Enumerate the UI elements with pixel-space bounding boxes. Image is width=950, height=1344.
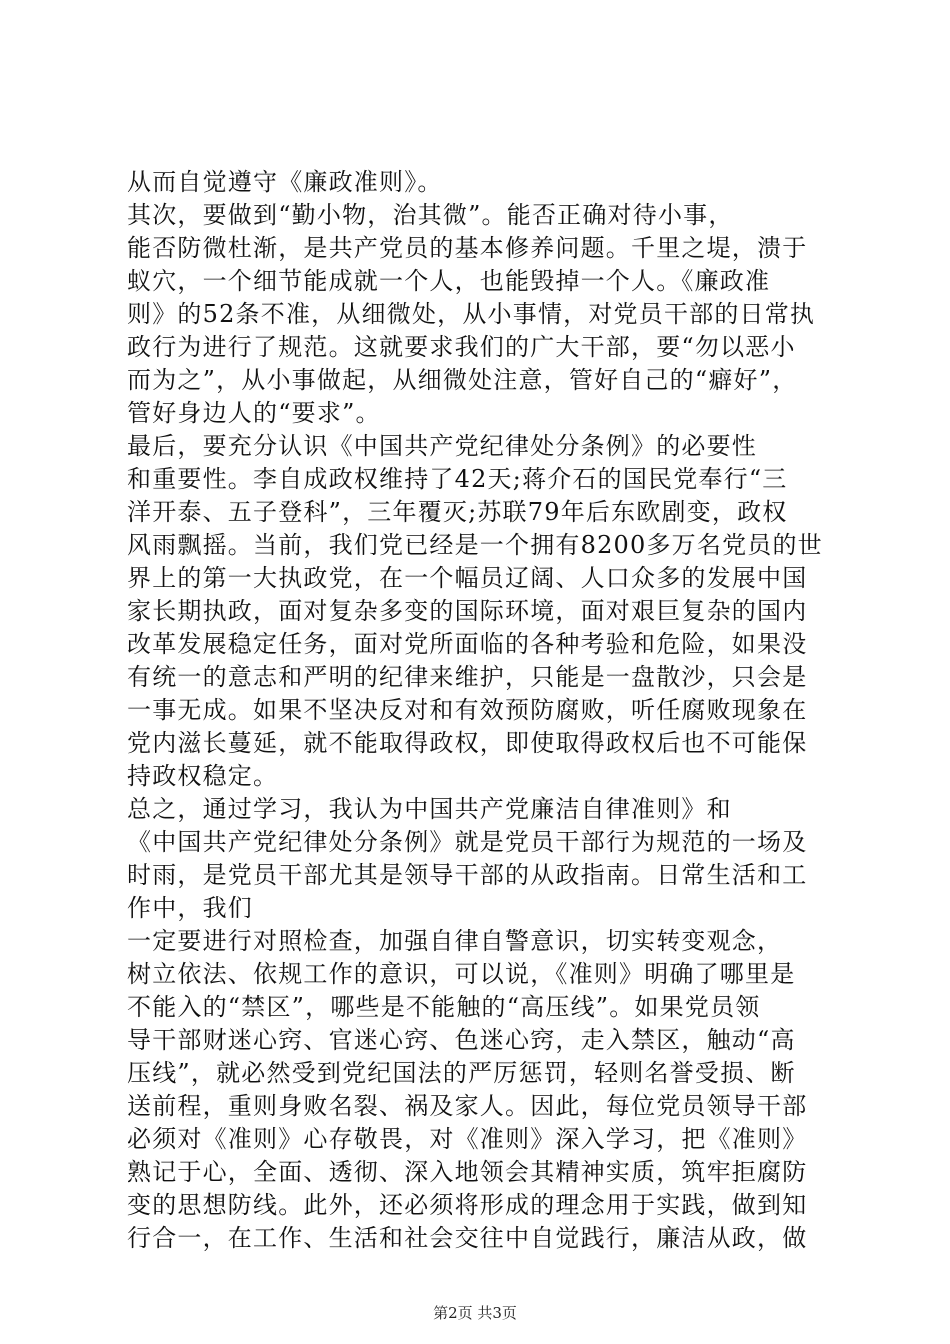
text-line: 则》的52条不准，从细微处，从小事情，对党员干部的日常执 [127,300,816,328]
text-line: 压线”，就必然受到党纪国法的严厉惩罚，轻则名誉受损、断 [127,1059,796,1087]
text-line: 最后，要充分认识《中国共产党纪律处分条例》的必要性 [127,432,757,460]
text-line: 一定要进行对照检查，加强自律自警意识，切实转变观念， [127,927,783,955]
text-line: 蚁穴，一个细节能成就一个人，也能毁掉一个人。《廉政准 [127,267,771,295]
text-line: 变的思想防线。此外，还必须将形成的理念用于实践，做到知 [127,1191,808,1219]
text-line: 其次，要做到“勤小物，治其微”。能否正确对待小事， [127,201,734,229]
text-line: 《中国共产党纪律处分条例》就是党员干部行为规范的一场及 [127,828,808,856]
text-line: 熟记于心，全面、透彻、深入地领会其精神实质，筑牢拒腐防 [127,1158,808,1186]
text-line: 不能入的“禁区”，哪些是不能触的“高压线”。如果党员领 [127,993,761,1021]
text-line: 时雨，是党员干部尤其是领导干部的从政指南。日常生活和工 [127,861,808,889]
text-line: 总之，通过学习，我认为中国共产党廉洁自律准则》和 [127,795,732,823]
text-line: 党内滋长蔓延，就不能取得政权，即使取得政权后也不可能保 [127,729,808,757]
text-line: 政行为进行了规范。这就要求我们的广大干部，要“勿以恶小 [127,333,796,361]
text-line: 洋开泰、五子登科”，三年覆灭;苏联79年后东欧剧变，政权 [127,498,788,526]
text-line: 家长期执政，面对复杂多变的国际环境，面对艰巨复杂的国内 [127,597,808,625]
text-line: 管好身边人的“要求”。 [127,399,381,427]
text-line: 风雨飘摇。当前，我们党已经是一个拥有8200多万名党员的世 [127,531,823,559]
text-line: 持政权稳定。 [127,762,279,790]
text-line: 和重要性。李自成政权维持了42天;蒋介石的国民党奉行“三 [127,465,788,493]
text-line: 行合一，在工作、生活和社会交往中自觉践行，廉洁从政，做 [127,1224,808,1252]
text-line: 作中，我们 [127,894,253,922]
text-line: 界上的第一大执政党，在一个幅员辽阔、人口众多的发展中国 [127,564,808,592]
text-line: 从而自觉遵守《廉政准则》。 [127,168,443,196]
text-line: 一事无成。如果不坚决反对和有效预防腐败，听任腐败现象在 [127,696,808,724]
text-line: 必须对《准则》心存敬畏，对《准则》深入学习，把《准则》 [127,1125,808,1153]
text-line: 送前程，重则身败名裂、祸及家人。因此，每位党员领导干部 [127,1092,808,1120]
text-line: 改革发展稳定任务，面对党所面临的各种考验和危险，如果没 [127,630,808,658]
text-line: 而为之”，从小事做起，从细微处注意，管好自己的“癖好”， [127,366,798,394]
text-line: 导干部财迷心窍、官迷心窍、色迷心窍，走入禁区，触动“高 [127,1026,796,1054]
page-number-footer: 第2页 共3页 [433,1304,517,1322]
text-line: 有统一的意志和严明的纪律来维护，只能是一盘散沙，只会是 [127,663,808,691]
text-line: 能否防微杜渐，是共产党员的基本修养问题。千里之堤，溃于 [127,234,808,262]
text-line: 树立依法、依规工作的意识，可以说，《准则》明确了哪里是 [127,960,796,988]
